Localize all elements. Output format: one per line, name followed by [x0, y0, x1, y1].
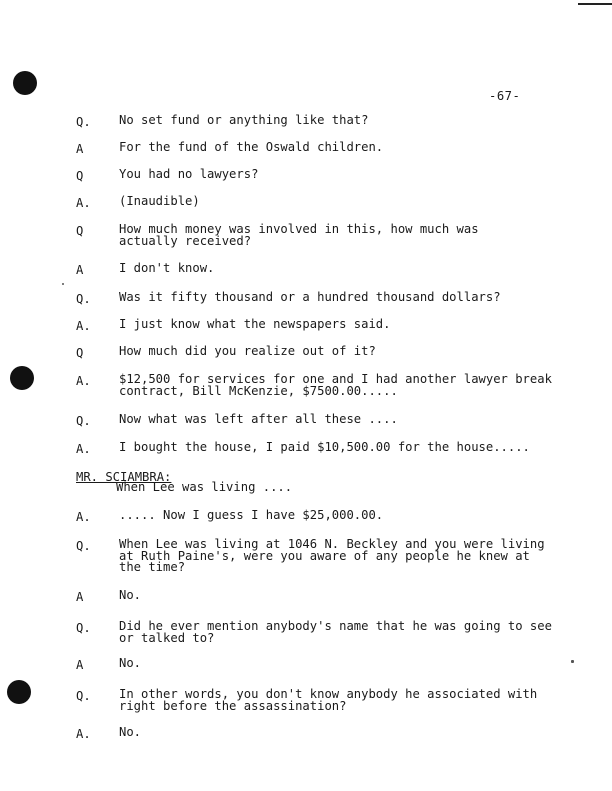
- text-line: No.: [119, 588, 142, 602]
- scan-mark: [578, 3, 612, 5]
- text-line: at Ruth Paine's, were you aware of any people he knew at: [119, 548, 530, 563]
- entry-text: [119, 442, 559, 454]
- text-line: I just know what the newspapers said.: [119, 317, 391, 331]
- entry-text: [119, 621, 559, 644]
- text-line: Now what was left after all these ....: [119, 412, 398, 426]
- entry-text: [119, 539, 559, 574]
- text-line: actually received?: [119, 233, 252, 248]
- entry-text: [119, 169, 559, 181]
- text-line: No.: [119, 725, 142, 739]
- text-line: I don't know.: [119, 261, 215, 275]
- entry-text: [119, 658, 559, 670]
- entry-text: [119, 590, 559, 602]
- binder-hole-middle: [10, 366, 34, 390]
- entry-text: [119, 292, 559, 304]
- speaker-label: Q.: [76, 115, 91, 129]
- speaker-label: A.: [76, 510, 91, 524]
- text-line: Did he ever mention anybody's name that he was going to see: [119, 619, 552, 633]
- speaker-label: Q: [76, 169, 84, 183]
- interjection-text: [116, 482, 556, 494]
- entry-text: [119, 346, 559, 358]
- speaker-label: A.: [76, 374, 91, 388]
- speaker-label: Q.: [76, 414, 91, 428]
- binder-hole-bottom: [7, 680, 31, 704]
- speaker-label: Q: [76, 224, 84, 238]
- speaker-label: A.: [76, 319, 91, 333]
- entry-text: [119, 689, 559, 712]
- entry-text: [119, 196, 559, 208]
- text-line: How much money was involved in this, how much was: [119, 222, 479, 236]
- text-line: I bought the house, I paid $10,500.00 for the house.....: [119, 440, 530, 454]
- text-line: contract, Bill McKenzie, $7500.00.....: [119, 383, 398, 398]
- speaker-label: A.: [76, 727, 91, 741]
- speaker-label: A: [76, 263, 84, 277]
- entry-text: [119, 142, 559, 154]
- speaker-heading: MR. SCIAMBRA:: [76, 470, 172, 484]
- text-line: No set fund or anything like that?: [119, 113, 369, 127]
- text-line: ..... Now I guess I have $25,000.00.: [119, 508, 384, 522]
- speaker-label: Q.: [76, 539, 91, 553]
- speaker-label: Q: [76, 346, 84, 360]
- entry-text: [119, 374, 559, 397]
- entry-text: [119, 263, 559, 275]
- text-line: Was it fifty thousand or a hundred thousand dollars?: [119, 290, 501, 304]
- scan-speck: [571, 660, 574, 663]
- text-line: For the fund of the Oswald children.: [119, 140, 384, 154]
- text-line: When Lee was living ....: [116, 480, 293, 494]
- text-line: right before the assassination?: [119, 698, 347, 713]
- entry-text: [119, 115, 559, 127]
- text-line: $12,500 for services for one and I had another lawyer break: [119, 372, 552, 386]
- speaker-label: A.: [76, 442, 91, 456]
- text-line: (Inaudible): [119, 194, 200, 208]
- scan-speck: [62, 283, 64, 285]
- text-line: or talked to?: [119, 630, 215, 645]
- entry-text: [119, 319, 559, 331]
- entry-text: [119, 727, 559, 739]
- entry-text: [119, 224, 559, 247]
- speaker-label: A: [76, 658, 84, 672]
- text-line: the time?: [119, 560, 186, 574]
- text-line: You had no lawyers?: [119, 167, 259, 181]
- speaker-label: Q.: [76, 621, 91, 635]
- speaker-label: Q.: [76, 689, 91, 703]
- speaker-label: Q.: [76, 292, 91, 306]
- text-line: When Lee was living at 1046 N. Beckley and you were living: [119, 537, 545, 551]
- text-line: In other words, you don't know anybody he associated with: [119, 687, 538, 701]
- speaker-label: A.: [76, 196, 91, 210]
- speaker-label: A: [76, 142, 84, 156]
- entry-text: [119, 414, 559, 426]
- page-number: -67-: [489, 89, 521, 103]
- binder-hole-top: [13, 71, 37, 95]
- speaker-label: A: [76, 590, 84, 604]
- text-line: How much did you realize out of it?: [119, 344, 376, 358]
- entry-text: [119, 510, 559, 522]
- text-line: No.: [119, 656, 142, 670]
